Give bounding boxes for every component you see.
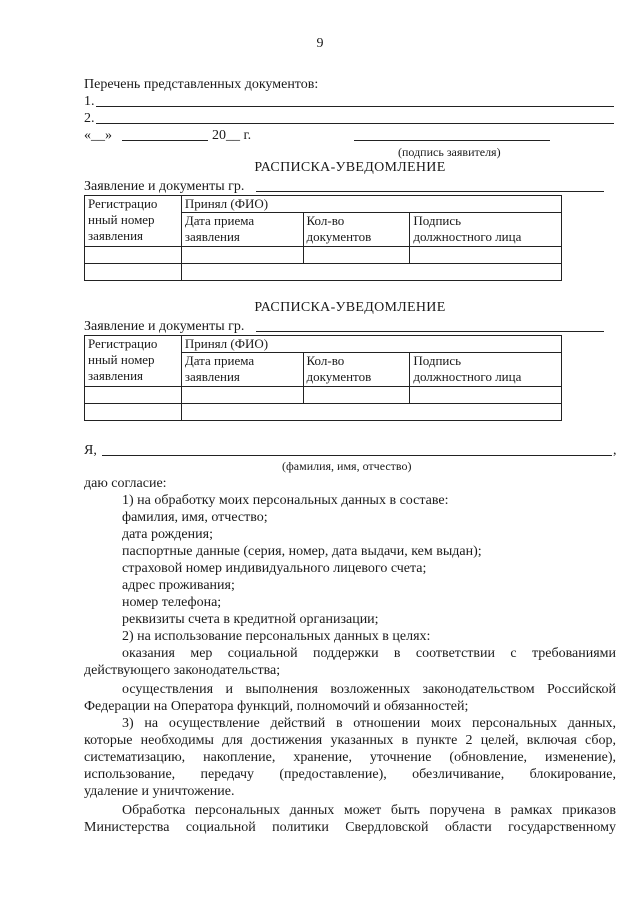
date-day: «__» [84,128,112,143]
receipt-2-cell [181,404,561,421]
consent-p1-item: адрес проживания; [122,578,235,593]
receipt-2-cell [181,387,303,404]
consent-p1: 1) на обработку моих персональных данных в составе: [122,493,449,508]
consent-p1-item: паспортные данные (серия, номер, дата выдачи, кем выдан); [122,544,482,559]
date-year: 20__ г. [212,128,252,143]
receipt-1-accepted-header: Принял (ФИО) [181,196,561,213]
consent-p1-item: дата рождения; [122,527,213,542]
consent-p1-item: номер телефона; [122,595,222,610]
applicant-signature-caption: (подпись заявителя) [398,145,501,159]
receipt-1-cell [303,247,410,264]
receipt-title-2: РАСПИСКА-УВЕДОМЛЕНИЕ [254,300,446,315]
receipt-1-table [84,195,562,281]
consent-p3-line5: удаление и уничтожение. [84,784,235,799]
consent-i: Я, [84,443,97,458]
documents-item-2-line [96,123,614,124]
receipt-1-cell [410,247,562,264]
documents-item-1-label: 1. [84,94,95,109]
consent-p2-b-line1: осуществления и выполнения возложенных законодательством Российской [122,682,616,697]
receipt-2-statement: Заявление и документы гр. [84,319,245,334]
receipt-1-sign-header: Подпись должностного лица [410,213,562,247]
page-number: 9 [316,36,324,51]
receipt-2-count-header: Кол-во документов [303,353,410,387]
consent-p2-b-line2: Федерации на Оператора функций, полномочий и обязанностей; [84,699,469,714]
receipt-1-date-header: Дата приема заявления [181,213,303,247]
consent-give: даю согласие: [84,476,167,491]
documents-item-2-label: 2. [84,111,95,126]
consent-p3-line3: систематизацию, накопление, хранение, уточнение (обновление, изменение), [84,750,616,765]
receipt-1-cell [85,247,182,264]
documents-list-heading: Перечень представленных документов: [84,77,319,92]
consent-p1-item: страховой номер индивидуального лицевого счета; [122,561,427,576]
receipt-1-statement: Заявление и документы гр. [84,179,245,194]
consent-p4-line1: Обработка персональных данных может быть поручена в рамках приказов [122,803,616,818]
receipt-2-cell [303,387,410,404]
receipt-1-cell [85,264,182,281]
consent-name-line [102,455,612,456]
consent-p3-line2: которые необходимы для достижения указанных в пункте 2 целей, включая сбор, [84,733,616,748]
consent-p2-a-line2: действующего законодательства; [84,663,281,678]
consent-p4-line2: Министерства социальной политики Свердловской области государственному [84,820,616,835]
receipt-2-cell [85,387,182,404]
consent-name-caption: (фамилия, имя, отчество) [282,459,412,473]
receipt-1-count-header: Кол-во документов [303,213,410,247]
receipt-1-name-line [256,191,604,192]
receipt-2-accepted-header: Принял (ФИО) [181,336,561,353]
receipt-title-1: РАСПИСКА-УВЕДОМЛЕНИЕ [254,160,446,175]
consent-p2-a-line1: оказания мер социальной поддержки в соответствии с требованиями [122,646,616,661]
date-month-line [122,140,208,141]
applicant-signature-line [354,140,550,141]
receipt-1-cell [181,247,303,264]
consent-p3-line1: 3) на осуществление действий в отношении моих персональных данных, [122,716,616,731]
receipt-1-reg-header: Регистрацио нный номер заявления [85,196,182,247]
consent-p3-line4: использование, передачу (предоставление), обезличивание, блокирование, [84,767,616,782]
consent-p2: 2) на использование персональных данных в целях: [122,629,431,644]
consent-p1-item: фамилия, имя, отчество; [122,510,268,525]
receipt-2-cell [85,404,182,421]
receipt-2-name-line [256,331,604,332]
receipt-2-sign-header: Подпись должностного лица [410,353,562,387]
consent-comma: , [613,443,617,458]
receipt-2-table [84,335,562,421]
documents-item-1-line [96,106,614,107]
receipt-1-cell [181,264,561,281]
receipt-2-date-header: Дата приема заявления [181,353,303,387]
receipt-2-cell [410,387,562,404]
receipt-2-reg-header: Регистрацио нный номер заявления [85,336,182,387]
consent-p1-item: реквизиты счета в кредитной организации; [122,612,379,627]
